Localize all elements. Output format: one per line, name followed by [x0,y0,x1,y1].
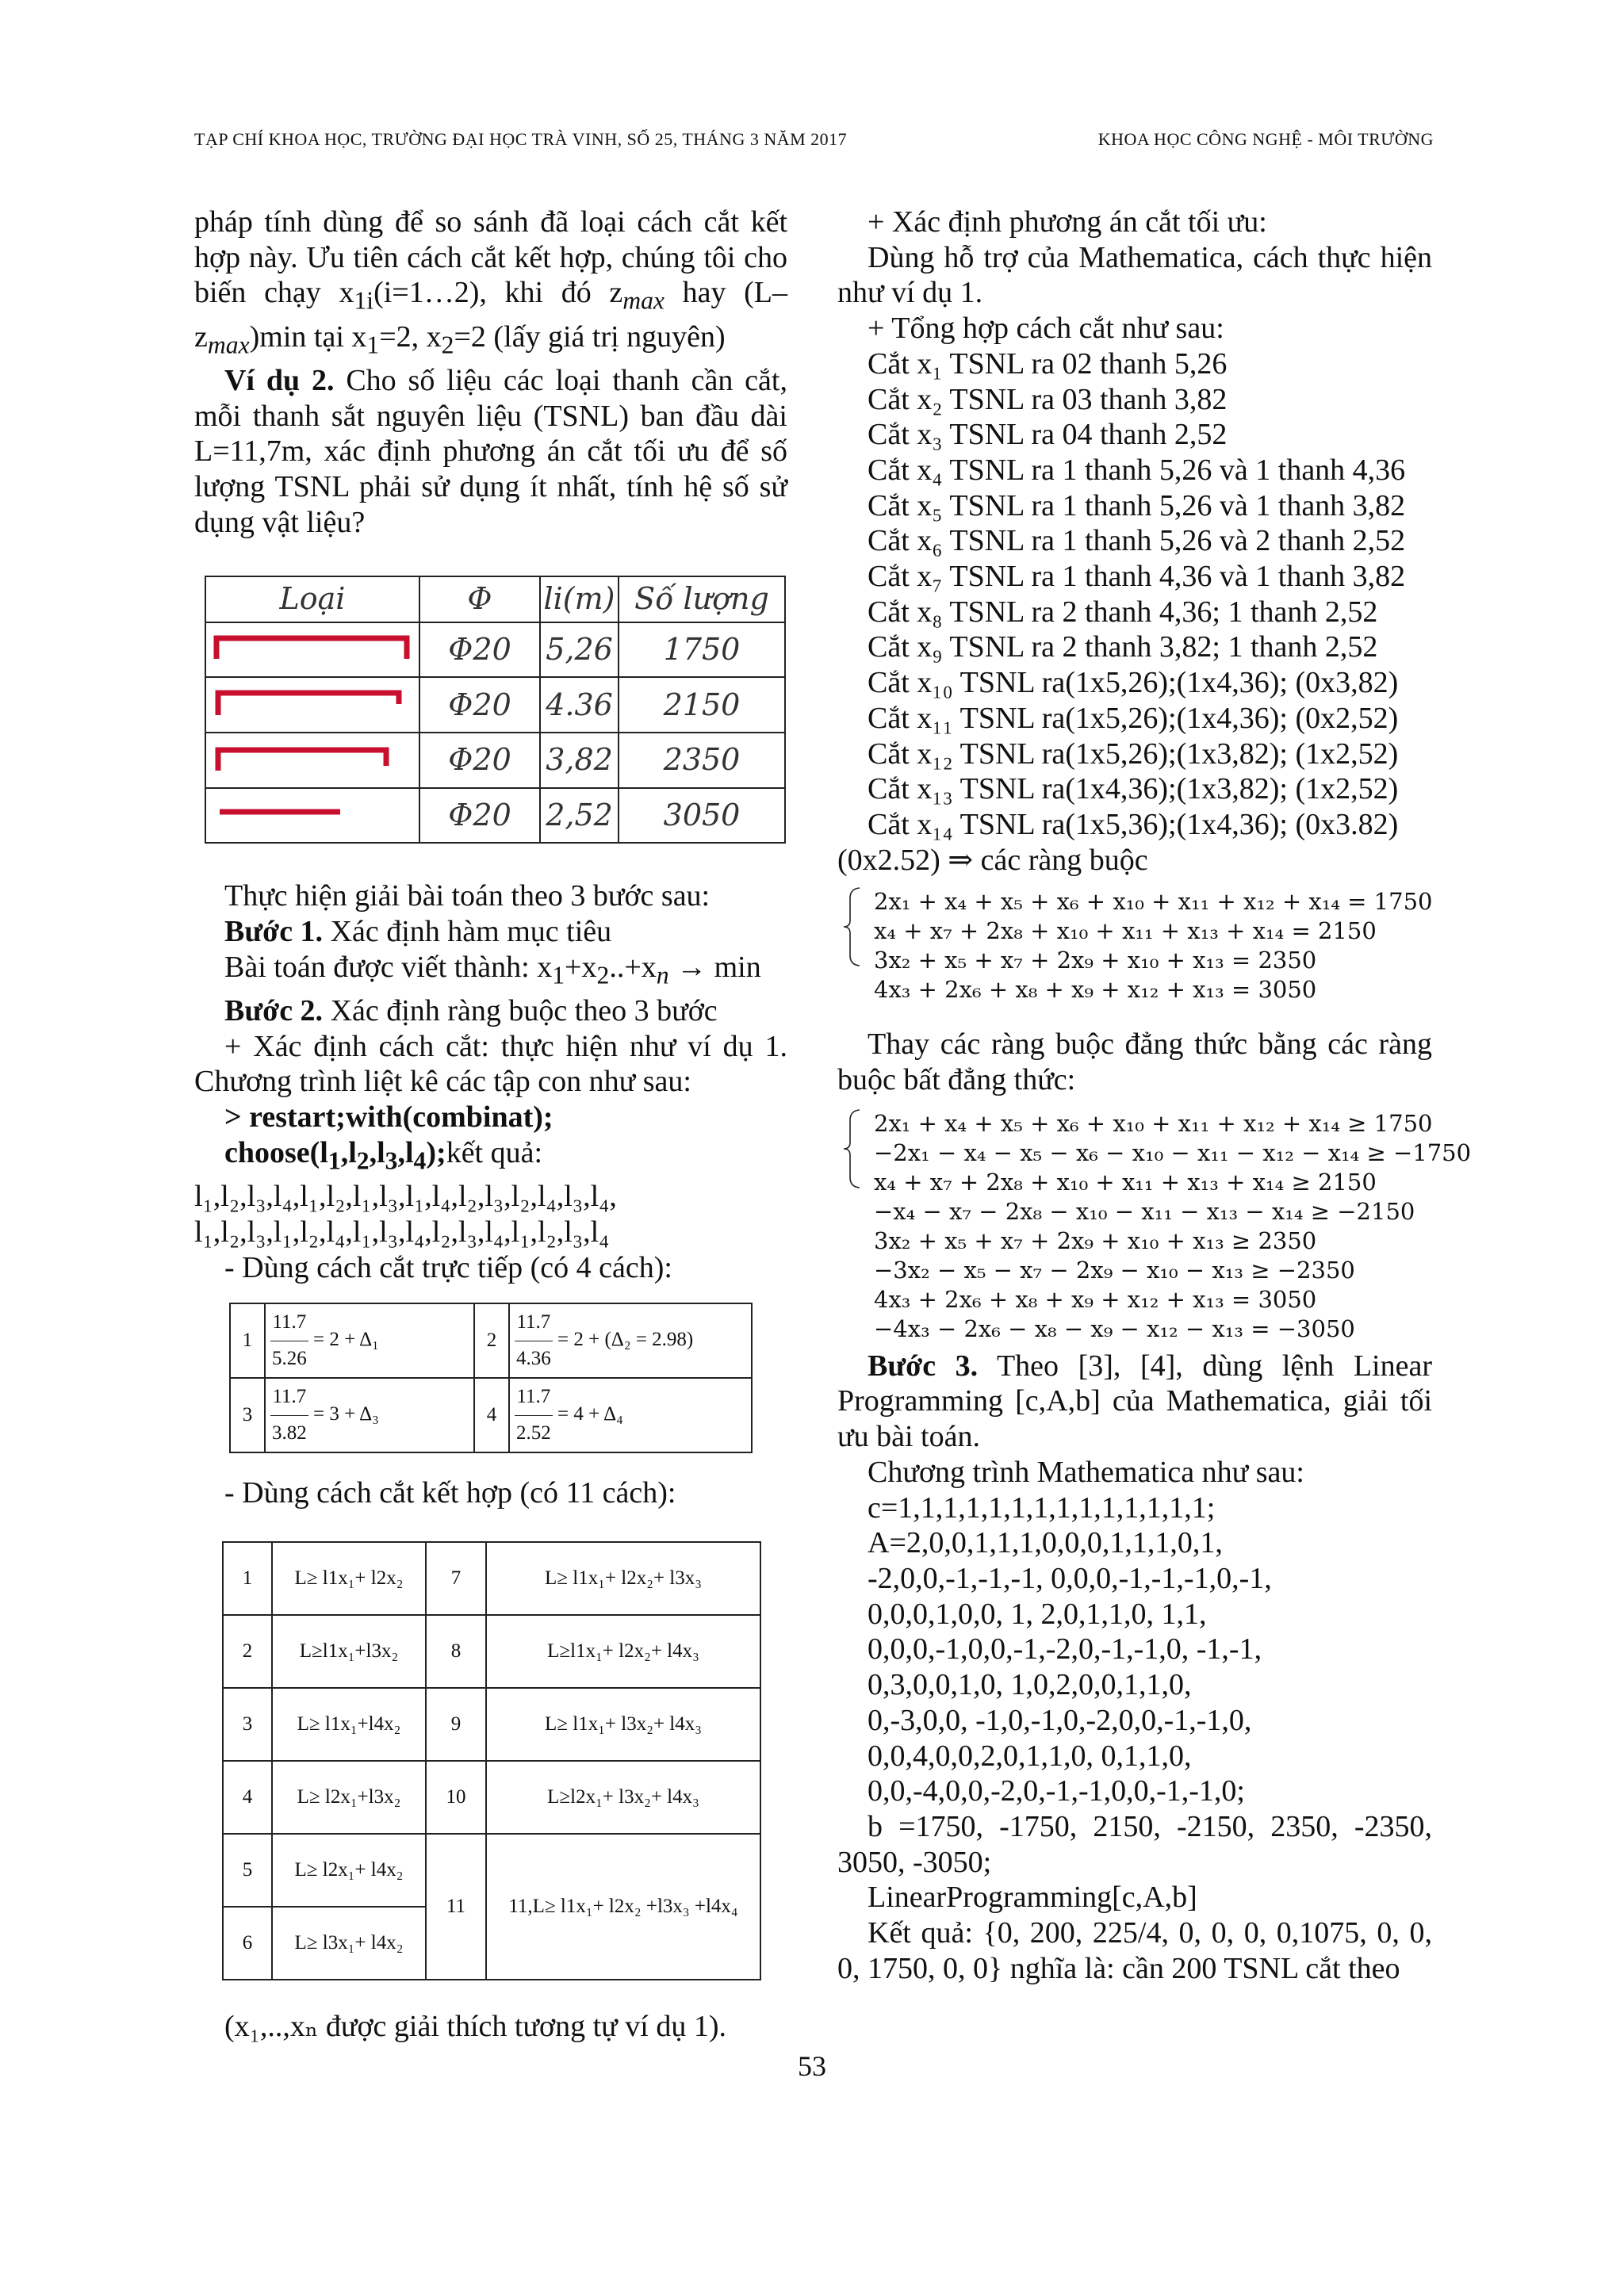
cell-number: 8 [426,1615,486,1688]
inequality: 4x₃ + 2x₆ + x₈ + x₉ + x₁₂ + x₁₃ = 3050 [874,1285,1317,1313]
cut-item: Cắt x₄ TSNL ra 1 thanh 5,26 và 1 thanh 4,36 [868,453,1406,487]
cell-formula: L≥ l1x₁+l4x₂ [272,1688,426,1761]
inequality: 3x₂ + x₅ + x₇ + 2x₉ + x₁₀ + x₁₃ ≥ 2350 [874,1226,1317,1254]
right-column [837,205,1472,1986]
direct-cut-label: - Dùng cách cắt trực tiếp (có 4 cách): [224,1250,672,1284]
equation: 2x₁ + x₄ + x₅ + x₆ + x₁₀ + x₁₁ + x₁₂ + x₁₄ = 1750 [874,888,1433,916]
program-intro: Chương trình Mathematica như sau: [868,1455,1304,1489]
code-line: A=2,0,0,1,1,1,0,0,0,1,1,1,0,1, [868,1526,1223,1560]
step-2-cut-method: + Xác định cách cắt: thực hiện như ví dụ 1. Chương trình liệt kê các tập con như sau: [194,1029,787,1099]
cell-formula: L≥ l1x₁+ l2x₂+ l3x₃ [486,1542,760,1615]
example-2-label: Ví dụ 2. [224,364,335,397]
cell-formula: L≥ l2x₁+ l4x₂ [272,1834,426,1907]
code-line: 0,0,0,1,0,0, 1, 2,0,1,1,0, 1,1, [868,1597,1207,1631]
cell-number: 2 [474,1303,509,1378]
diameter-cell: Φ20 [419,733,540,788]
cell-formula: L≥ l1x₁+ l2x₂ [272,1542,426,1615]
inequality: −3x₂ − x₅ − x₇ − 2x₉ − x₁₀ − x₁₃ ≥ −2350 [874,1256,1355,1284]
cell-formula: $\frac{11.7}{3.82}$ = 3 + Δ₃ [265,1378,474,1452]
direct-cut-row [230,1303,752,1378]
diameter-cell: Φ20 [419,677,540,733]
direct-cut-row [230,1378,752,1452]
cell-formula: L≥ l2x₁+l3x₂ [272,1761,426,1834]
quantity-cell: 3050 [619,788,785,844]
code-line: -2,0,0,-1,-1,-1, 0,0,0,-1,-1,-1,0,-1, [868,1561,1272,1595]
cell-formula: $\frac{11.7}{2.52}$ = 4 + Δ₄ [509,1378,752,1452]
cell-number: 9 [426,1688,486,1761]
cut-item: Cắt x₂ TSNL ra 03 thanh 3,82 [868,382,1228,416]
steel-row [205,788,785,844]
lp-call: LinearProgramming[c,A,b] [868,1881,1197,1915]
bar-shape-1 [207,624,418,668]
inequality: x₄ + x₇ + 2x₈ + x₁₀ + x₁₁ + x₁₃ + x₁₄ ≥ 2150 [874,1168,1377,1196]
bar-shape-2 [207,679,418,723]
col-header-length: li(m) [540,576,619,622]
cell-formula: $\frac{11.7}{4.36}$ = 2 + (Δ₂ = 2.98) [509,1303,752,1378]
step-1: Bước 1. Xác định hàm mục tiêu [224,915,612,949]
inequality-system [842,1109,1472,1344]
code-line: c=1,1,1,1,1,1,1,1,1,1,1,1,1,1; [868,1490,1216,1525]
cut-item: Cắt x₇ TSNL ra 1 thanh 4,36 và 1 thanh 3,82 [868,560,1406,594]
constraints-lead: (0x2.52) ⇒ các ràng buộc [837,843,1148,877]
cut-item: Cắt x₁₁ TSNL ra(1x5,26);(1x4,36); (0x2,52) [868,701,1399,735]
maple-command-1: > restart;with(combinat); [224,1100,553,1135]
equality-system [842,887,1432,1004]
length-cell: 4.36 [540,677,619,733]
step-2: Bước 2. Xác định ràng buộc theo 3 bước [224,994,718,1028]
cut-item: Cắt x₈ TSNL ra 2 thanh 4,36; 1 thanh 2,52 [868,595,1378,629]
subsets-line-1: l₁,l₂,l₃,l₄,l₁,l₂,l₁,l₃,l₁,l₄,l₂,l₃,l₂,l₄,l₃,l₄, [194,1180,617,1214]
optimal-plan-heading: + Xác định phương án cắt tối ưu: [868,205,1267,239]
cut-item: Cắt x₁₃ TSNL ra(1x4,36);(1x3,82); (1x2,52) [868,772,1399,806]
cut-item: Cắt x₁ TSNL ra 02 thanh 5,26 [868,346,1228,381]
code-line: 0,0,0,-1,0,0,-1,-2,0,-1,-1,0, -1,-1, [868,1632,1262,1667]
steel-row [205,733,785,788]
cut-item: Cắt x₆ TSNL ra 1 thanh 5,26 và 2 thanh 2,52 [868,524,1406,558]
code-line: 0,0,4,0,0,2,0,1,1,0, 0,1,1,0, [868,1739,1192,1773]
cell-number: 5 [223,1834,272,1907]
quantity-cell: 1750 [619,622,785,678]
col-header-diameter: Φ [419,576,540,622]
col-header-type: Loại [205,576,419,622]
bar-shape-4 [207,790,418,834]
cell-number: 1 [223,1542,272,1615]
length-cell: 5,26 [540,622,619,678]
code-line: 0,3,0,0,1,0, 1,0,2,0,0,1,1,0, [868,1668,1192,1702]
combo-row [223,1615,760,1688]
mathematica-program [837,1490,1432,1809]
steel-row [205,622,785,678]
left-column [194,205,787,2045]
diameter-cell: Φ20 [419,788,540,844]
combo-row [223,1834,760,1907]
combo-row [223,1761,760,1834]
col-header-quantity: Số lượng [619,576,785,622]
combo-row [223,1542,760,1615]
cell-number: 11 [426,1834,486,1980]
replace-constraints-text: Thay các ràng buộc đẳng thức bằng các ràng buộc bất đẳng thức: [837,1027,1432,1097]
maple-command-2: $choose(l_1,l_2,l_3,l_4);kết$ quả: [224,1135,543,1175]
intro-paragraph: pháp tính dùng để so sánh đã loại cách cắt kết hợp này. Ưu tiên cách cắt kết hợp, chúng tôi cho biến chạy $x_{1i}(i=1\dots 2)$, khi đó $z_{max}$ hay $(L-z_{max})\min$ tại $x_1=2$, $x_2=2$ (lấy giá trị nguyên) [194,205,788,359]
inequality: −2x₁ − x₄ − x₅ − x₆ − x₁₀ − x₁₁ − x₁₂ − x₁₄ ≥ −1750 [874,1138,1472,1166]
length-cell: 3,82 [540,733,619,788]
cut-item: Cắt x₉ TSNL ra 2 thanh 3,82; 1 thanh 2,52 [868,630,1378,664]
cell-number: 3 [223,1688,272,1761]
quantity-cell: 2350 [619,733,785,788]
cell-formula: 11,L≥ l1x₁+ l2x₂ +l3x₃ +l4x₄ [486,1834,760,1980]
step-3: Bước 3. Theo [3], [4], dùng lệnh Linear Programming [c,A,b] của Mathematica, giải tối ưu bài toán. [837,1349,1432,1454]
inequality: −x₄ − x₇ − 2x₈ − x₁₀ − x₁₁ − x₁₃ − x₁₄ ≥ −2150 [874,1197,1415,1225]
bar-shape-3 [207,734,418,779]
brace-icon [842,1109,863,1188]
cell-formula: $\frac{11.7}{5.26}$ = 2 + Δ₁ [265,1303,474,1378]
steps-intro: Thực hiện giải bài toán theo 3 bước sau: [224,879,710,913]
quantity-cell: 2150 [619,677,785,733]
cell-formula: L≥ l3x₁+ l4x₂ [272,1907,426,1980]
cut-item: Cắt x₁₂ TSNL ra(1x5,26);(1x3,82); (1x2,52) [868,737,1399,771]
bar-shape-cell [205,677,419,733]
cell-number: 3 [230,1378,265,1452]
cut-list [837,346,1432,843]
combo-row [223,1688,760,1761]
journal-header: TẠP CHÍ KHOA HỌC, TRƯỜNG ĐẠI HỌC TRÀ VINH, SỐ 25, THÁNG 3 NĂM 2017 [194,129,848,149]
cell-number: 4 [223,1761,272,1834]
bar-shape-cell [205,788,419,844]
cut-item: Cắt x₃ TSNL ra 04 thanh 2,52 [868,418,1228,452]
bar-shape-cell [205,733,419,788]
steel-row [205,677,785,733]
page-number: 53 [798,2050,826,2082]
equation: 3x₂ + x₅ + x₇ + 2x₉ + x₁₀ + x₁₃ = 2350 [874,947,1317,974]
example-2-paragraph: Ví dụ 2. Cho số liệu các loại thanh cần cắt, mỗi thanh sắt nguyên liệu (TSNL) ban đầu dài L=11,7m, xác định phương án cắt tối ưu để số lượng TSNL phải sử dụng ít nhất, tính hệ số sử dụng vật liệu? [194,364,787,539]
objective-function: Bài toán được viết thành: $x_1+x_2..+x_n \to \min$ [224,950,761,989]
subsets-line-2: l₁,l₂,l₃,l₁,l₂,l₄,l₁,l₃,l₄,l₂,l₃,l₄,l₁,l₂,l₃,l₄ [194,1215,610,1249]
b-vector: b =1750, -1750, 2150, -2150, 2350, -2350, 3050, -3050; [837,1809,1432,1879]
equation: x₄ + x₇ + 2x₈ + x₁₀ + x₁₁ + x₁₃ + x₁₄ = 2150 [874,917,1377,945]
cell-formula: L≥l2x₁+ l3x₂+ l4x₃ [486,1761,760,1834]
code-line: 0,-3,0,0, -1,0,-1,0,-2,0,0,-1,-1,0, [868,1703,1252,1737]
cell-number: 6 [223,1907,272,1980]
cell-number: 10 [426,1761,486,1834]
length-cell: 2,52 [540,788,619,844]
cell-formula: L≥l1x₁+l3x₂ [272,1615,426,1688]
cell-number: 7 [426,1542,486,1615]
steel-bar-table [205,576,786,844]
combo-cut-label: - Dùng cách cắt kết hợp (có 11 cách): [224,1476,676,1510]
cut-item: Cắt x₅ TSNL ra 1 thanh 5,26 và 1 thanh 3,82 [868,488,1406,522]
cut-item: Cắt x₁₀ TSNL ra(1x5,26);(1x4,36); (0x3,82) [868,666,1399,700]
cut-item: Cắt x₁₄ TSNL ra(1x5,36);(1x4,36); (0x3.82) [868,807,1399,841]
inequality: 2x₁ + x₄ + x₅ + x₆ + x₁₀ + x₁₁ + x₁₂ + x₁₄ ≥ 1750 [874,1109,1433,1137]
equation: 4x₃ + 2x₆ + x₈ + x₉ + x₁₂ + x₁₃ = 3050 [874,976,1317,1004]
cell-number: 1 [230,1303,265,1378]
inequality: −4x₃ − 2x₆ − x₈ − x₉ − x₁₂ − x₁₃ = −3050 [874,1314,1355,1342]
code-line: 0,0,-4,0,0,-2,0,-1,-1,0,0,-1,-1,0; [868,1774,1245,1808]
result-text: Kết quả: {0, 200, 225/4, 0, 0, 0, 0,1075, 0, 0, 0, 1750, 0, 0} nghĩa là: cần 200 TSNL cắt theo [837,1916,1432,1985]
bar-shape-cell [205,622,419,678]
cell-formula: L≥ l1x₁+ l3x₂+ l4x₃ [486,1688,760,1761]
diameter-cell: Φ20 [419,622,540,678]
direct-cut-table [229,1303,753,1453]
brace-icon [842,887,863,966]
combined-cut-table [222,1541,761,1980]
cut-summary-heading: + Tổng hợp cách cắt như sau: [868,312,1224,346]
closing-note: (x₁,..,xₙ được giải thích tương tự ví dụ 1). [224,2009,726,2043]
cell-number: 4 [474,1378,509,1452]
cell-number: 2 [223,1615,272,1688]
cell-formula: L≥l1x₁+ l2x₂+ l4x₃ [486,1615,760,1688]
mathematica-note: Dùng hỗ trợ của Mathematica, cách thực hiện như ví dụ 1. [837,240,1432,310]
section-header: KHOA HỌC CÔNG NGHỆ - MÔI TRƯỜNG [1097,129,1434,149]
